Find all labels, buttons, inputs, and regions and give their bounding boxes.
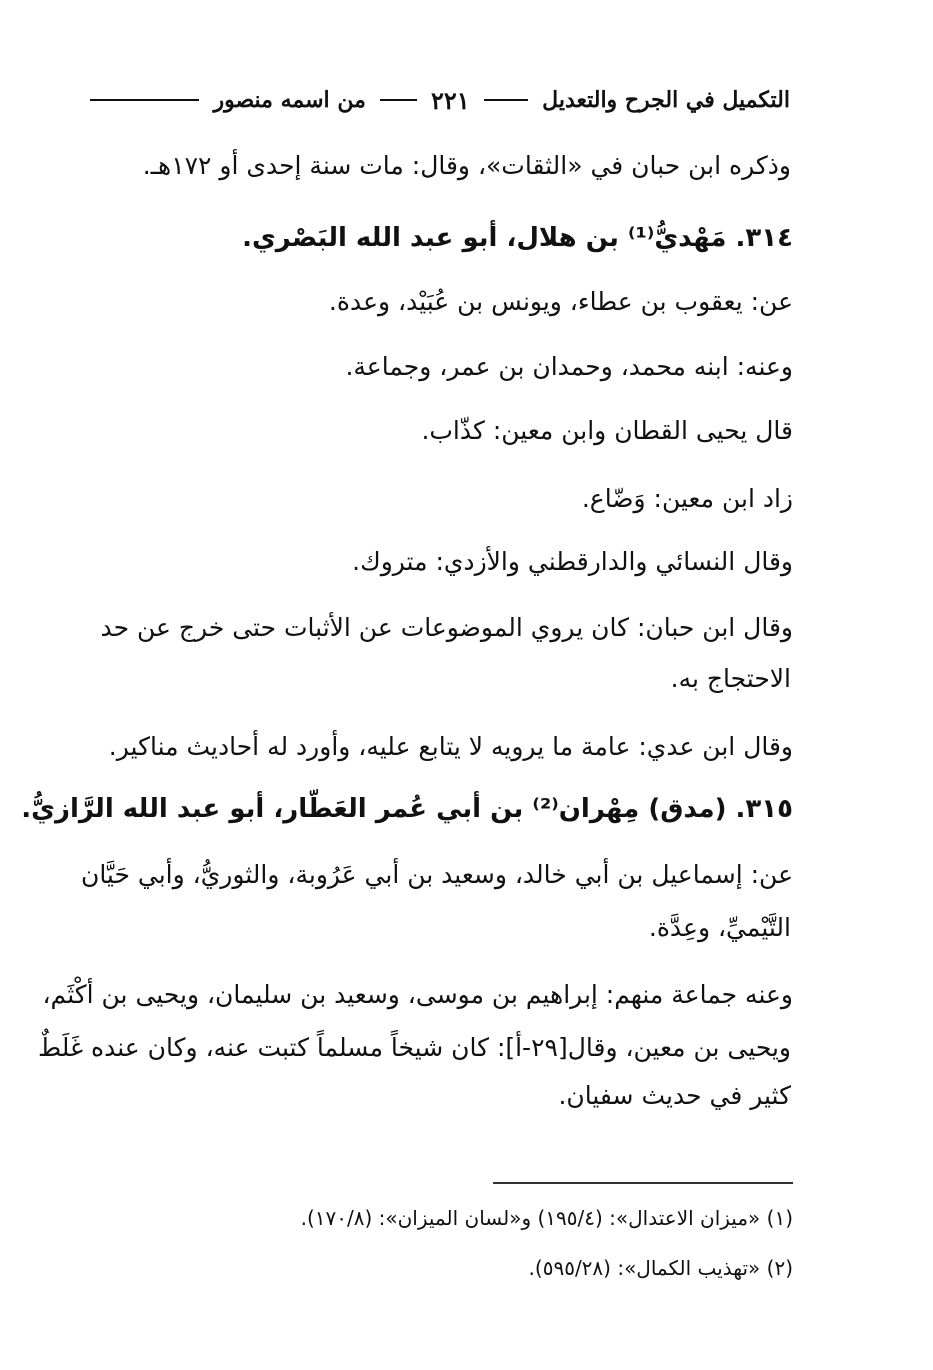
running-head xyxy=(90,80,790,120)
continued-line: وذكره ابن حبان في «الثقات»، وقال: مات سنة إحدى أو ١٧٢هـ. xyxy=(142,151,791,180)
entry-314-line-5: وقال النسائي والدارقطني والأزدي: متروك. xyxy=(352,547,793,576)
entry-heading-314: ٣١٤. مَهْديُّ⁽¹⁾ بن هلال، أبو عبد الله البَصْري. xyxy=(242,223,793,253)
entry-314-line-7: الاحتجاج به. xyxy=(670,664,791,693)
header-dash-left xyxy=(90,99,199,101)
entry-314-line-4: زاد ابن معين: وَضّاع. xyxy=(581,484,793,513)
entry-315-line-1: عن: إسماعيل بن أبي خالد، وسعيد بن أبي عَرُوبة، والثوريُّ، وأبي حَيَّان xyxy=(80,860,793,889)
entry-314-line-1: عن: يعقوب بن عطاء، ويونس بن عُبَيْد، وعدة. xyxy=(328,287,793,316)
entry-315-line-3: وعنه جماعة منهم: إبراهيم بن موسى، وسعيد بن سليمان، ويحيى بن أكْثَم، xyxy=(42,980,793,1009)
header-dash-middle xyxy=(380,99,417,101)
entry-314-line-3: قال يحيى القطان وابن معين: كذّاب. xyxy=(421,416,793,445)
page-number: ٢٢١ xyxy=(430,85,470,115)
entry-314-line-8: وقال ابن عدي: عامة ما يرويه لا يتابع عليه، وأورد له أحاديث مناكير. xyxy=(108,732,793,761)
entry-315-line-2: التَّيْميِّ، وعِدَّة. xyxy=(648,913,791,942)
entry-314-line-2: وعنه: ابنه محمد، وحمدان بن عمر، وجماعة. xyxy=(345,352,793,381)
footnote-1: (١) «ميزان الاعتدال»: (١٩٥/٤) و«لسان الميزان»: (١٧٠/٨). xyxy=(300,1206,793,1230)
letter-section: من اسمه منصور xyxy=(213,87,366,113)
book-title: التكميل في الجرح والتعديل xyxy=(542,87,790,113)
footnote-separator xyxy=(493,1182,793,1184)
entry-315-line-5: كثير في حديث سفيان. xyxy=(558,1081,791,1110)
entry-315-line-4: ويحيى بن معين، وقال[٢٩-أ]: كان شيخاً مسلماً كتبت عنه، وكان عنده غَلَطٌ xyxy=(38,1033,791,1062)
header-dash-right xyxy=(484,99,529,101)
entry-314-line-6: وقال ابن حبان: كان يروي الموضوعات عن الأثبات حتى خرج عن حد xyxy=(100,613,793,642)
entry-heading-315: ٣١٥. (مدق) مِهْران⁽²⁾ بن أبي عُمر العَطّار، أبو عبد الله الرَّازيُّ. xyxy=(21,794,793,824)
footnote-2: (٢) «تهذيب الكمال»: (٥٩٥/٢٨). xyxy=(528,1256,793,1280)
